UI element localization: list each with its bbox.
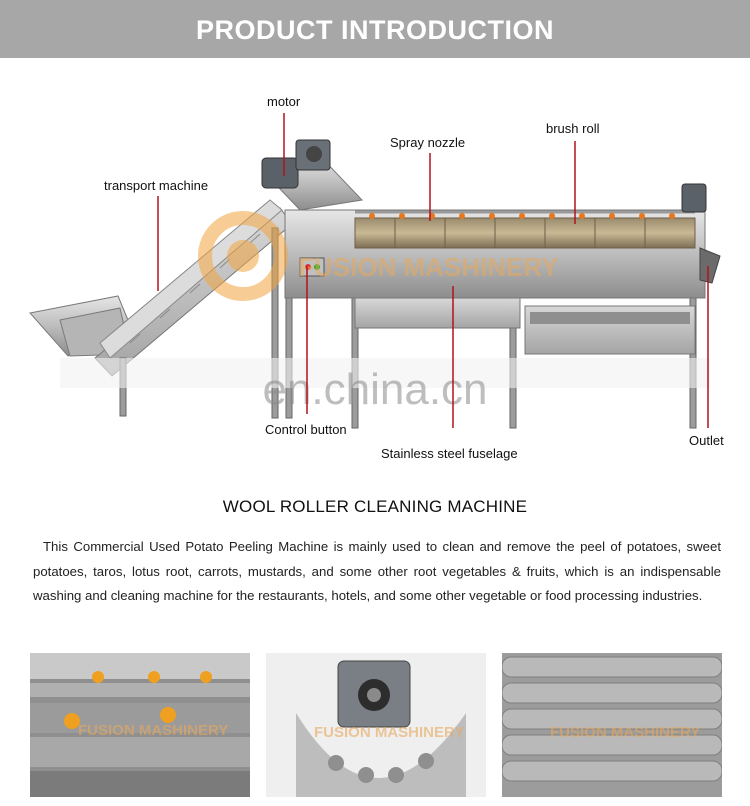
photo-watermark: FUSION MASHINERY xyxy=(550,724,701,741)
motor-unit xyxy=(262,158,298,188)
photo-gear-motor xyxy=(266,653,486,797)
machine-diagram xyxy=(0,58,750,478)
callout-brush-roll: brush roll xyxy=(546,121,600,136)
section-title: WOOL ROLLER CLEANING MACHINE xyxy=(222,497,528,516)
page-title: PRODUCT INTRODUCTION xyxy=(196,15,554,45)
photo-watermark: FUSION MASHINERY xyxy=(314,724,465,741)
photo-spray-nozzles xyxy=(30,653,250,797)
photo-watermark: FUSION MASHINERY xyxy=(78,722,229,739)
site-watermark-text: en.china.cn xyxy=(262,365,488,414)
callout-transport-machine: transport machine xyxy=(104,178,209,193)
callout-control-button: Control button xyxy=(265,422,347,437)
machine-illustration xyxy=(0,58,750,478)
brand-watermark-text: FUSION MASHINERY xyxy=(298,252,559,282)
callout-motor: motor xyxy=(267,94,301,109)
callout-spray-nozzle: Spray nozzle xyxy=(390,135,466,150)
brush-roller xyxy=(355,218,695,248)
header-banner xyxy=(0,0,750,58)
photo-brush-rollers xyxy=(502,653,722,797)
callout-outlet: Outlet xyxy=(689,433,724,448)
callout-stainless-steel-fuselage: Stainless steel fuselage xyxy=(381,446,518,461)
product-description: This Commercial Used Potato Peeling Machine is mainly used to clean and remove the peel of potatoes, sweet potatoes, taros, lotus root, carrots, mustards, and some other root vegetables & fruits, which is an indispensable washing and cleaning machine for the restaurants, hotels, and some other vegetable or food processing industries. xyxy=(33,539,721,603)
